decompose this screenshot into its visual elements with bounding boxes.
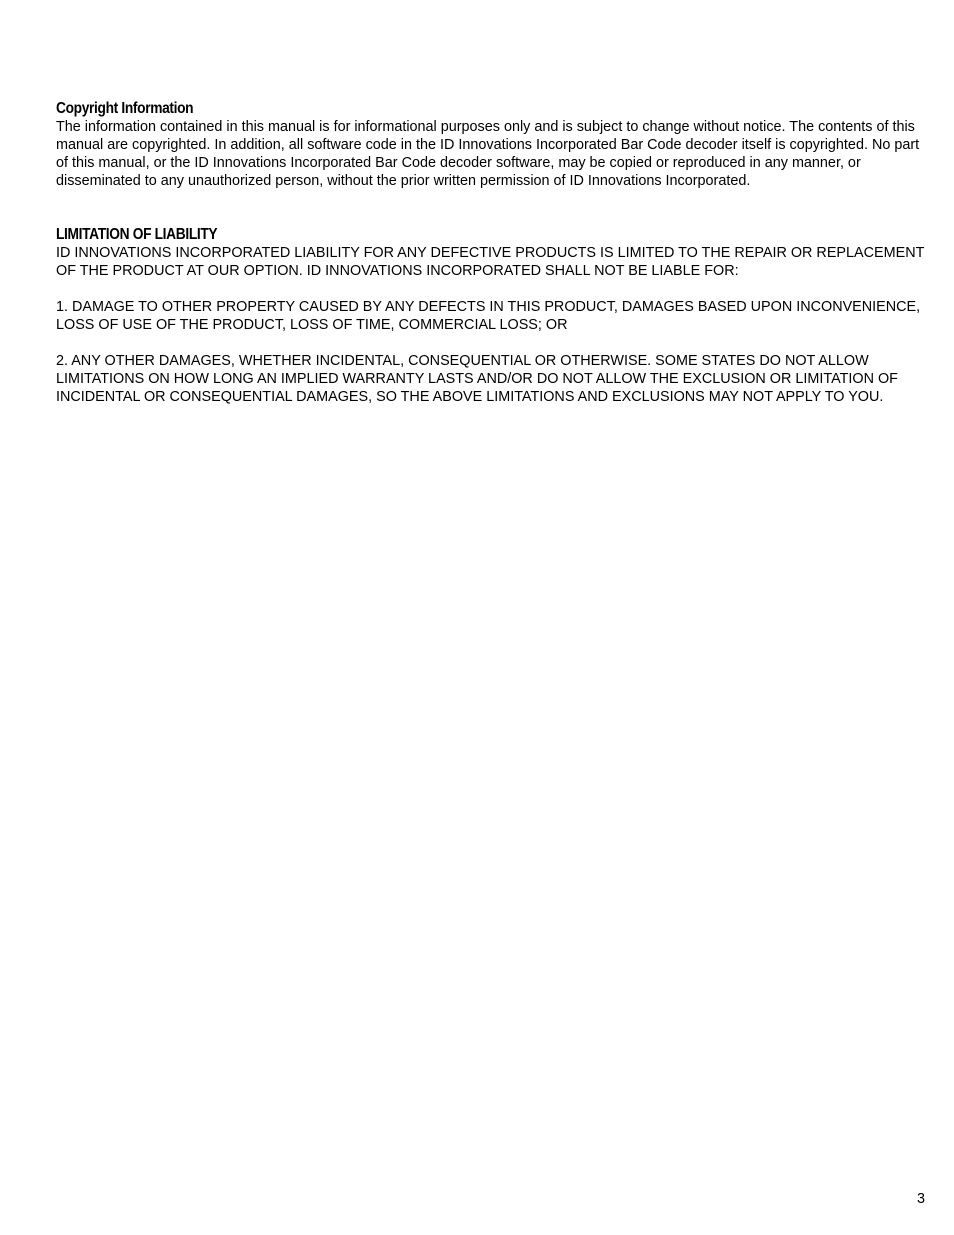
copyright-heading: Copyright Information <box>56 100 194 117</box>
liability-section <box>56 226 926 406</box>
document-page <box>56 100 926 406</box>
liability-clause-2: 2. ANY OTHER DAMAGES, WHETHER INCIDENTAL, CONSEQUENTIAL OR OTHERWISE. SOME STATES DO NOT ALLOW LIMITATIONS ON HOW LONG AN IMPLIED WARRANTY LASTS AND/OR DO NOT ALLOW THE EXCLUSION OR LIMITATION OF INCIDENTAL OR CONSEQUENTIAL DAMAGES, SO THE ABOVE LIMITATIONS AND EXCLUSIONS MAY NOT APPLY TO YOU. <box>56 353 898 405</box>
page-number: 3 <box>916 1191 925 1207</box>
liability-intro-paragraph: ID INNOVATIONS INCORPORATED LIABILITY FOR ANY DEFECTIVE PRODUCTS IS LIMITED TO THE REPAIR OR REPLACEMENT OF THE PRODUCT AT OUR OPTION. ID INNOVATIONS INCORPORATED SHALL NOT BE LIABLE FOR: <box>56 245 925 279</box>
liability-clause-1: 1. DAMAGE TO OTHER PROPERTY CAUSED BY ANY DEFECTS IN THIS PRODUCT, DAMAGES BASED UPON INCONVENIENCE, LOSS OF USE OF THE PRODUCT, LOSS OF TIME, COMMERCIAL LOSS; OR <box>56 299 921 333</box>
liability-heading: LIMITATION OF LIABILITY <box>56 226 218 243</box>
copyright-section <box>56 100 926 190</box>
copyright-paragraph: The information contained in this manual is for informational purposes only and is subject to change without notice. The contents of this manual are copyrighted. In addition, all software code in the ID Innovations Incorporated Bar Code decoder itself is copyrighted. No part of this manual, or the ID Innovations Incorporated Bar Code decoder software, may be copied or reproduced in any manner, or disseminated to any unauthorized person, without the prior written permission of ID Innovations Incorporated. <box>56 119 920 189</box>
